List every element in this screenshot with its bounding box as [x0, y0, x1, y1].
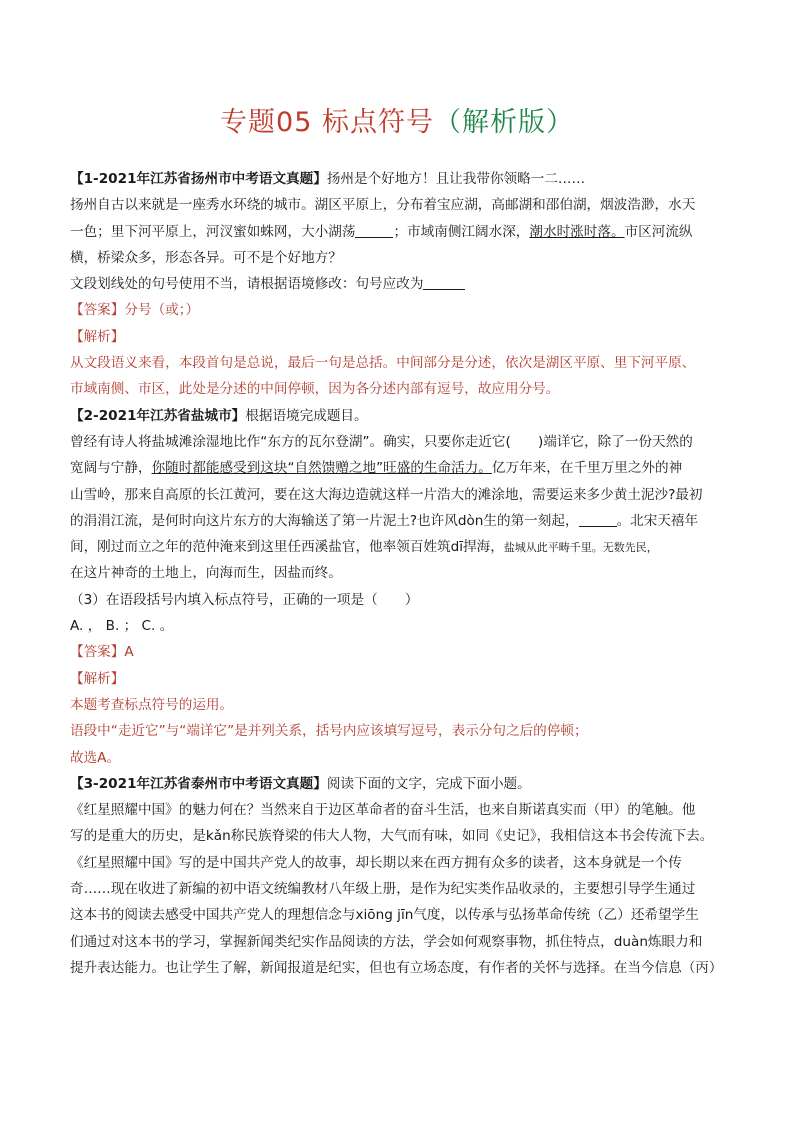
q1-question-text: 文段划线处的句号使用不当，请根据语境修改：句号应改为: [70, 276, 424, 293]
analysis-line: 市域南侧、市区，此处是分述的中间停顿，因为各分述内部有逗号，故应用分号。: [70, 381, 560, 398]
q2-header: 【2-2021年江苏省盐城市】: [70, 407, 246, 424]
q3-line: 《红星照耀中国》的魅力何在？当然来自于边区革命者的奋斗生活，也来自斯诺真实而（甲）的笔触。他: [70, 802, 696, 819]
q2-text: 。北宋天禧年: [616, 512, 699, 529]
q1-line: 横，桥梁众多，形态各异。可不是个好地方？: [70, 249, 342, 266]
q3-header-tail: 阅读下面的文字，完成下面小题。: [326, 775, 531, 792]
underlined-text: 你随时都能感受到这块“自然馈赠之地”旺盛的生命活力。: [151, 460, 492, 477]
q3-line: 们通过对这本书的学习，掌握新闻类纪实作品阅读的方法，学会如何观察事物，抓住特点，duàn炼眼力和: [70, 933, 703, 950]
analysis-line: 故选A。: [70, 749, 121, 766]
q1-answer: [70, 297, 730, 323]
q2-options: A. ， B. ； C. 。: [70, 618, 174, 635]
analysis-line: 从文段语义来看，本段首句是总说，最后一句是总括。中间部分是分述，依次是湖区平原、里下河平原、: [70, 355, 696, 372]
q3-line: 《红星照耀中国》写的是中国共产党人的故事，却长期以来在西方拥有众多的读者，这本身就是一个传: [70, 854, 682, 871]
q3-line: 提升表达能力。也让学生了解，新闻报道是纪实，但也有立场态度，有作者的关怀与选择。在当今信息（丙）: [70, 959, 723, 976]
analysis-line: 本题考查标点符号的运用。: [70, 696, 234, 713]
q2-line: 曾经有诗人将盐城滩涂湿地比作“东方的瓦尔登湖”。确实，只要你走近它( )端详它，除了一份天然的: [70, 433, 693, 450]
q1-header-tail: 扬州是个好地方！且让我带你领略一二……: [326, 171, 586, 187]
underlined-text: 潮水时涨时落。: [529, 223, 625, 240]
answer-blank: [423, 275, 465, 290]
fill-blank: [579, 512, 617, 527]
q2-line: 山雪岭，那来自高原的长江黄河，要在这大海边造就这样一片浩大的滩涂地，需要运来多少黄土泥沙?最初: [70, 486, 703, 503]
q2-text: 宽阔与宁静，: [70, 460, 152, 477]
q1-text: ；市域南侧江阔水深，: [393, 223, 530, 240]
title-suffix: （解析版）: [433, 107, 574, 138]
page-title: [0, 100, 794, 139]
q2-question: （3）在语段括号内填入标点符号，正确的一项是（ ）: [70, 591, 419, 608]
answer-text: A: [124, 644, 134, 661]
q2-text: 亿万年来，在千里万里之外的神: [491, 460, 683, 477]
q3-header: 【3-2021年江苏省泰州市中考语文真题】: [70, 775, 327, 792]
answer-text: 分号（或；）: [124, 302, 200, 319]
q3-line: 奇……现在收进了新编的初中语文统编教材八年级上册，是作为纪实类作品收录的，主要想引导学生通过: [70, 881, 696, 898]
fill-blank: [355, 223, 393, 238]
q1-line: [70, 219, 730, 245]
answer-label: 【答案】: [70, 302, 125, 319]
q1-text: 一色；里下河平原上，河汊蜜如蛛网，大小湖荡: [70, 223, 356, 240]
title-main: 专题05 标点符号: [220, 107, 434, 138]
q2-small-text: 盐城从此平畴千里。无数先民，: [503, 541, 658, 555]
analysis-label: 【解析】: [70, 328, 125, 345]
q3-line: 这本书的阅读去感受中国共产党人的理想信念与xiōng jīn气度，以传承与弘扬革命传统（乙）还希望学生: [70, 907, 699, 924]
q2-line: 在这片神奇的土地上，向海而生，因盐而终。: [70, 565, 342, 582]
q2-text: 间，刚过而立之年的范仲淹来到这里任西溪盐官，他率领百姓筑dī捍海，: [70, 539, 504, 556]
q1-header-line: [70, 166, 730, 192]
document-body: [70, 166, 730, 981]
q2-line: [70, 455, 730, 481]
q2-line: [70, 508, 730, 534]
analysis-label: 【解析】: [70, 670, 125, 687]
q2-header-tail: 根据语境完成题目。: [245, 407, 368, 424]
q1-line: 扬州自古以来就是一座秀水环绕的城市。湖区平原上，分布着宝应湖，高邮湖和邵伯湖，烟波浩渺，水天: [70, 197, 696, 214]
q2-text: 的涓涓江流，是何时向这片东方的大海输送了第一片泥土?也许风dòn生的第一刻起，: [70, 512, 579, 529]
answer-label: 【答案】: [70, 644, 125, 661]
q1-question: [70, 271, 730, 297]
q2-header-line: [70, 403, 730, 429]
q1-header: 【1-2021年江苏省扬州市中考语文真题】: [70, 171, 327, 187]
analysis-line: 语段中“走近它”与“端详它”是并列关系，括号内应该填写逗号，表示分句之后的停顿；: [70, 723, 588, 740]
q3-header-line: [70, 771, 730, 797]
q3-line: 写的是重大的历史，是kǎn称民族脊梁的伟大人物，大气而有味，如同《史记》，我相信这本书会传流下去。: [70, 828, 714, 845]
q2-line: [70, 534, 730, 560]
q2-answer: [70, 639, 730, 665]
q1-text: 市区河流纵: [624, 223, 693, 240]
